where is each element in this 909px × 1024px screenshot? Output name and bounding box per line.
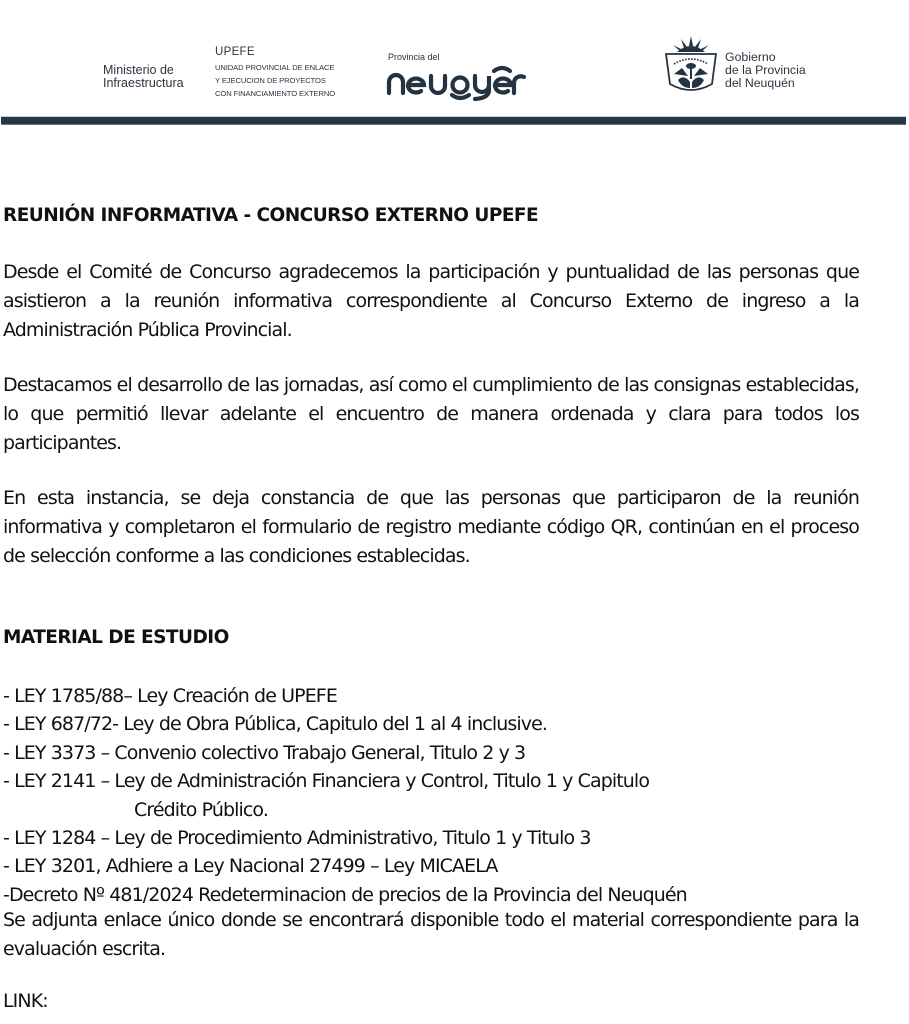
material-heading: MATERIAL DE ESTUDIO [3,627,229,648]
link-label: LINK: [3,990,48,1012]
gobierno-line: de la Provincia [725,63,806,77]
paragraph-thanks: Desde el Comité de Concurso agradecemos la participación y puntualidad de las personas que asistieron a la reunión informativa correspondiente al Concurso Externo de ingreso a la Administración Pública Provincial. [3,261,859,341]
ministerio-line: Infraestructura [103,76,184,90]
study-material-item-continuation: Crédito Público. [134,798,268,821]
study-material-item: - LEY 687/72- Ley de Obra Pública, Capitulo del 1 al 4 inclusive. [3,713,548,736]
upefe-line: UNIDAD PROVINCIAL DE ENLACE [215,63,335,72]
header-divider [1,116,906,125]
upefe-line: Y EJECUCION DE PROYECTOS [215,76,326,85]
paragraph-closing: Se adjunta enlace único donde se encontrará disponible todo el material correspondiente para la evaluación escrita. [3,909,859,960]
gobierno-logo-text [725,51,806,90]
study-material-list [3,682,687,909]
ministerio-line: Ministerio de [103,63,174,77]
upefe-line: CON FINANCIAMIENTO EXTERNO [215,89,336,98]
ministerio-logo-text [103,64,184,90]
paragraph-highlights: Destacamos el desarrollo de las jornadas, así como el cumplimiento de las consignas establecidas, lo que permitió llevar adelante el encuentro de manera ordenada y clara para todos los participantes. [3,374,859,454]
upefe-title: UPEFE [215,46,255,58]
neuquen-logo [386,52,526,104]
document-title: REUNIÓN INFORMATIVA - CONCURSO EXTERNO UPEFE [3,205,539,226]
paragraph-continuation: En esta instancia, se deja constancia de que las personas que participaron de la reunión informativa y completaron el formulario de registro mediante código QR, continúan en el proceso de selección conforme a las condiciones establecidas. [3,487,859,567]
neuquen-logo-small-text: Provincia del [388,52,440,62]
study-material-item: - LEY 2141 – Ley de Administración Financiera y Control, Titulo 1 y Capitulo [3,770,650,793]
gobierno-line: Gobierno [725,50,776,64]
letterhead [0,0,909,116]
upefe-logo-text [215,46,335,100]
gobierno-line: del Neuquén [725,76,795,90]
study-material-item: - LEY 1284 – Ley de Procedimiento Administrativo, Titulo 1 y Titulo 3 [3,827,591,850]
provincial-coat-of-arms-icon [662,34,720,98]
study-material-item: - LEY 3373 – Convenio colectivo Trabajo General, Titulo 2 y 3 [3,741,526,764]
neuquen-wordmark-icon [386,62,526,104]
study-material-item: - LEY 3201, Adhiere a Ley Nacional 27499 – Ley MICAELA [3,855,498,878]
study-material-item: - LEY 1785/88– Ley Creación de UPEFE [3,685,337,707]
study-material-item: -Decreto Nº 481/2024 Redeterminacion de precios de la Provincia del Neuquén [3,883,687,906]
